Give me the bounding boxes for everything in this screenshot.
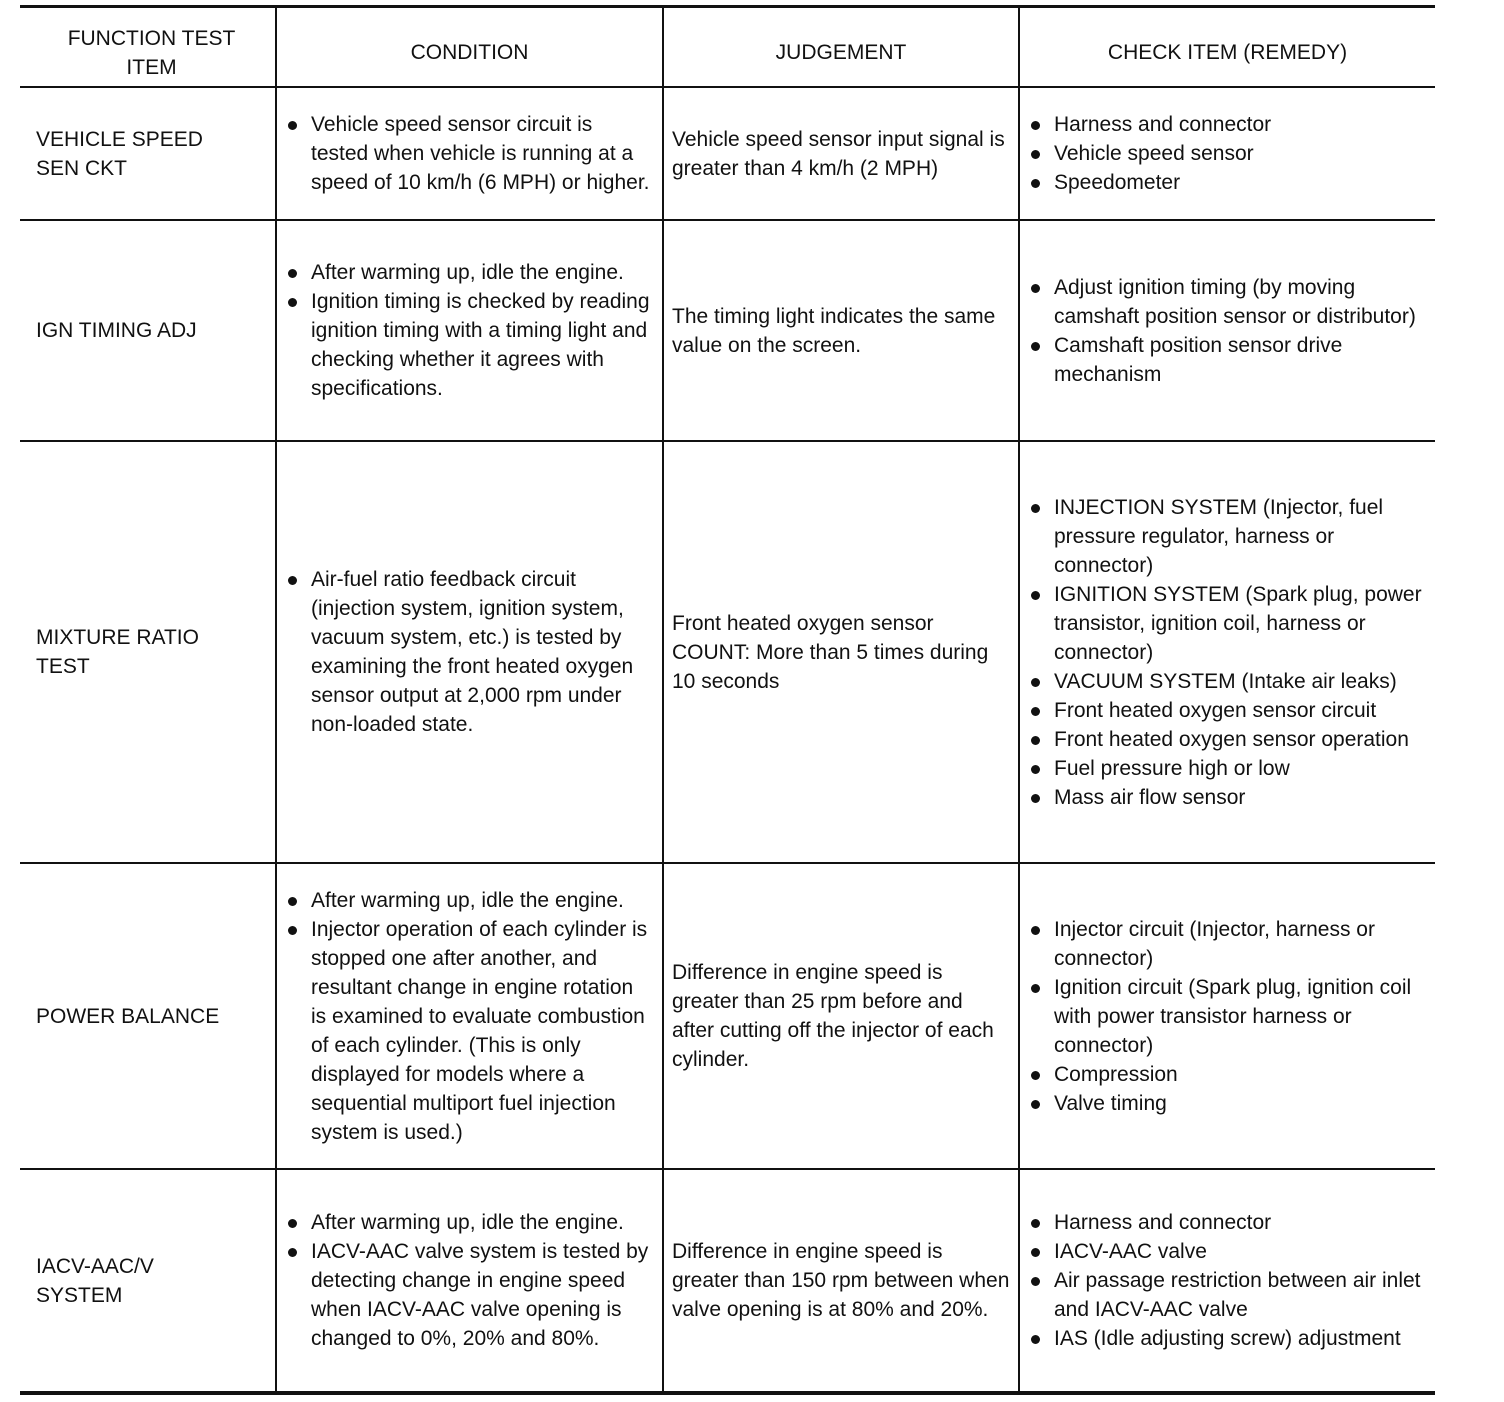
function-test-item-label: IGN TIMING ADJ	[36, 319, 197, 342]
check-item: Valve timing	[1028, 1089, 1427, 1118]
function-test-item-cell	[20, 88, 275, 219]
function-test-table	[20, 5, 1435, 1395]
condition-cell	[275, 442, 662, 862]
check-item: Vehicle speed sensor	[1028, 139, 1427, 168]
check-item: Front heated oxygen sensor operation	[1028, 725, 1427, 754]
header-judgement	[662, 8, 1018, 86]
function-test-item-cell	[20, 442, 275, 862]
check-item-cell	[1018, 442, 1435, 862]
check-item: Camshaft position sensor drive mechanism	[1028, 331, 1427, 389]
condition-list	[285, 1208, 654, 1353]
function-test-item-cell	[20, 864, 275, 1168]
check-item: Adjust ignition timing (by moving camshaft position sensor or distributor)	[1028, 273, 1427, 331]
header-label: CONDITION	[410, 41, 529, 64]
check-item: Speedometer	[1028, 168, 1427, 197]
function-test-item-cell	[20, 1170, 275, 1391]
table-row	[20, 864, 1435, 1170]
condition-item: Vehicle speed sensor circuit is tested when vehicle is running at a speed of 10 km/h (6 MPH) or higher.	[285, 110, 654, 197]
condition-cell	[275, 221, 662, 440]
check-item-cell	[1018, 221, 1435, 440]
check-item-list	[1028, 110, 1427, 197]
check-item-list	[1028, 1208, 1427, 1353]
condition-item: After warming up, idle the engine.	[285, 258, 654, 287]
judgement-text: Vehicle speed sensor input signal is greater than 4 km/h (2 MPH)	[672, 127, 1005, 180]
condition-list	[285, 110, 654, 197]
judgement-text: Difference in engine speed is greater than 25 rpm before and after cutting off the injector of each cylinder.	[672, 961, 994, 1071]
condition-cell	[275, 88, 662, 219]
table-header-row	[20, 5, 1435, 88]
header-check-item	[1018, 8, 1435, 86]
judgement-cell	[662, 864, 1018, 1168]
condition-cell	[275, 1170, 662, 1391]
header-condition	[275, 8, 662, 86]
function-test-item-label: VEHICLE SPEED SEN CKT	[36, 127, 203, 180]
judgement-text: Front heated oxygen sensor COUNT: More than 5 times during 10 seconds	[672, 611, 989, 693]
check-item-list	[1028, 915, 1427, 1118]
function-test-item-label: IACV-AAC/V SYSTEM	[36, 1254, 154, 1307]
header-label: FUNCTION TEST ITEM	[67, 27, 236, 79]
check-item: IACV-AAC valve	[1028, 1237, 1427, 1266]
judgement-cell	[662, 88, 1018, 219]
judgement-text: Difference in engine speed is greater than 150 rpm between when valve opening is at 80% and 20%.	[672, 1240, 1010, 1321]
condition-item: Injector operation of each cylinder is stopped one after another, and resultant change in engine rotation is examined to evaluate combustion of each cylinder. (This is only displayed for models where a sequential multiport fuel injection system is used.)	[285, 915, 654, 1147]
check-item-list	[1028, 273, 1427, 389]
check-item: Air passage restriction between air inlet and IACV-AAC valve	[1028, 1266, 1427, 1324]
function-test-item-label: MIXTURE RATIO TEST	[36, 626, 199, 678]
check-item: Harness and connector	[1028, 1208, 1427, 1237]
judgement-cell	[662, 221, 1018, 440]
check-item: Front heated oxygen sensor circuit	[1028, 696, 1427, 725]
check-item-cell	[1018, 864, 1435, 1168]
judgement-cell	[662, 442, 1018, 862]
function-test-item-label: POWER BALANCE	[36, 1004, 220, 1028]
condition-item: Air-fuel ratio feedback circuit (injection system, ignition system, vacuum system, etc.) is tested by examining the front heated oxygen sensor output at 2,000 rpm under non-loaded state.	[285, 565, 654, 739]
condition-item: After warming up, idle the engine.	[285, 886, 654, 915]
condition-item: IACV-AAC valve system is tested by detecting change in engine speed when IACV-AAC valve opening is changed to 0%, 20% and 80%.	[285, 1237, 654, 1353]
condition-list	[285, 258, 654, 403]
check-item-cell	[1018, 88, 1435, 219]
header-label: JUDGEMENT	[775, 41, 907, 64]
check-item: Harness and connector	[1028, 110, 1427, 139]
check-item: Mass air flow sensor	[1028, 783, 1427, 812]
table-row	[20, 221, 1435, 442]
header-function-test-item	[20, 8, 275, 86]
table-body	[20, 88, 1435, 1395]
check-item: IAS (Idle adjusting screw) adjustment	[1028, 1324, 1427, 1353]
condition-cell	[275, 864, 662, 1168]
judgement-cell	[662, 1170, 1018, 1391]
table-row	[20, 1170, 1435, 1395]
check-item: Injector circuit (Injector, harness or connector)	[1028, 915, 1427, 973]
condition-list	[285, 565, 654, 739]
table-row	[20, 442, 1435, 864]
check-item-cell	[1018, 1170, 1435, 1391]
table-row	[20, 88, 1435, 221]
header-label: CHECK ITEM (REMEDY)	[1107, 41, 1348, 64]
check-item: Fuel pressure high or low	[1028, 754, 1427, 783]
check-item-list	[1028, 493, 1427, 812]
condition-list	[285, 886, 654, 1147]
condition-item: Ignition timing is checked by reading ignition timing with a timing light and checking whether it agrees with specifications.	[285, 287, 654, 403]
check-item: IGNITION SYSTEM (Spark plug, power transistor, ignition coil, harness or connector)	[1028, 580, 1427, 667]
check-item: Ignition circuit (Spark plug, ignition coil with power transistor harness or connector)	[1028, 973, 1427, 1060]
function-test-item-cell	[20, 221, 275, 440]
judgement-text: The timing light indicates the same value on the screen.	[672, 304, 996, 357]
condition-item: After warming up, idle the engine.	[285, 1208, 654, 1237]
check-item: INJECTION SYSTEM (Injector, fuel pressure regulator, harness or connector)	[1028, 493, 1427, 580]
check-item: Compression	[1028, 1060, 1427, 1089]
check-item: VACUUM SYSTEM (Intake air leaks)	[1028, 667, 1427, 696]
